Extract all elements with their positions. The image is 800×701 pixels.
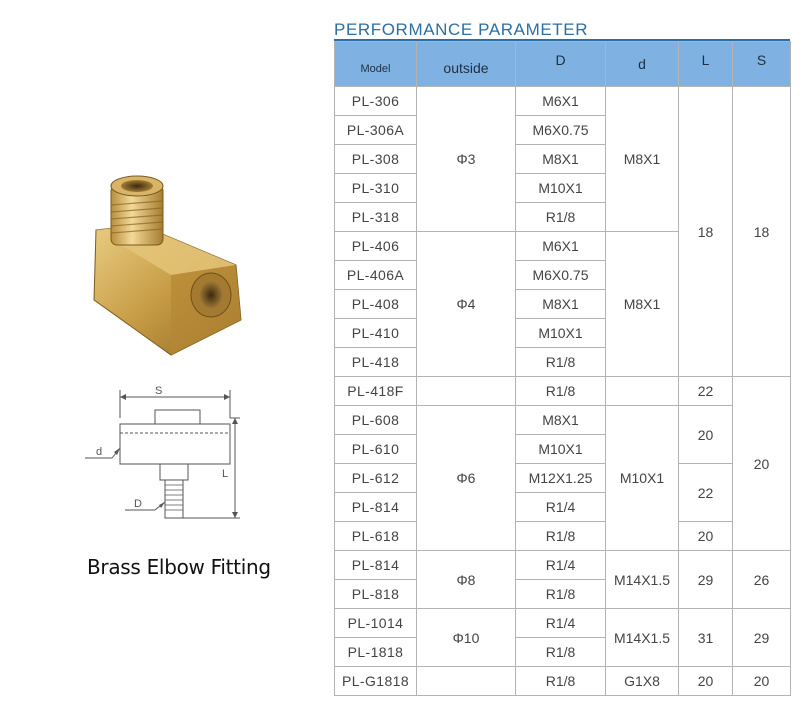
S-cell: 29 (733, 609, 791, 667)
D-cell: M10X1 (516, 174, 606, 203)
model-cell: PL-1818 (335, 638, 417, 667)
D-cell: R1/4 (516, 493, 606, 522)
D-cell: R1/4 (516, 551, 606, 580)
d-cell-empty (606, 377, 679, 406)
outside-cell: Φ6 (417, 406, 516, 551)
table-header-row (335, 42, 791, 87)
model-cell: PL-306 (335, 87, 417, 116)
L-cell: 22 (679, 464, 733, 522)
drawing-label-s: S (155, 385, 163, 397)
D-cell: M6X1 (516, 232, 606, 261)
model-cell: PL-318 (335, 203, 417, 232)
table-row (335, 406, 791, 435)
model-cell: PL-418 (335, 348, 417, 377)
d-cell: M14X1.5 (606, 551, 679, 609)
d-cell: M10X1 (606, 406, 679, 551)
table-row (335, 551, 791, 580)
outside-cell: Φ8 (417, 551, 516, 609)
L-cell: 22 (679, 377, 733, 406)
S-cell: 20 (733, 377, 791, 551)
D-cell: R1/8 (516, 522, 606, 551)
L-cell: 18 (679, 87, 733, 377)
D-cell: R1/8 (516, 377, 606, 406)
d-cell: M8X1 (606, 232, 679, 377)
header-d: d (606, 42, 679, 87)
table-row (335, 87, 791, 116)
model-cell: PL-406 (335, 232, 417, 261)
D-cell: R1/8 (516, 667, 606, 696)
D-cell: R1/8 (516, 638, 606, 667)
header-outside: outside (417, 42, 516, 87)
D-cell: R1/8 (516, 580, 606, 609)
S-cell: 18 (733, 87, 791, 377)
model-cell: PL-612 (335, 464, 417, 493)
D-cell: M10X1 (516, 319, 606, 348)
d-cell: M8X1 (606, 87, 679, 232)
S-cell: 20 (733, 667, 791, 696)
header-L: L (679, 42, 733, 87)
table-row (335, 667, 791, 696)
dimension-drawing (80, 380, 250, 530)
L-cell: 20 (679, 667, 733, 696)
L-cell: 31 (679, 609, 733, 667)
model-cell: PL-608 (335, 406, 417, 435)
table-row (335, 609, 791, 638)
outside-cell-empty (417, 667, 516, 696)
D-cell: M10X1 (516, 435, 606, 464)
drawing-label-l: L (222, 468, 229, 480)
D-cell: M8X1 (516, 406, 606, 435)
D-cell: M8X1 (516, 290, 606, 319)
drawing-label-d-small: d (96, 446, 103, 458)
model-cell: PL-418F (335, 377, 417, 406)
model-cell: PL-306A (335, 116, 417, 145)
D-cell: R1/8 (516, 348, 606, 377)
table-row (335, 377, 791, 406)
header-model: Model (335, 42, 417, 87)
model-cell: PL-308 (335, 145, 417, 174)
D-cell: M8X1 (516, 145, 606, 174)
header-D: D (516, 42, 606, 87)
D-cell: M6X0.75 (516, 261, 606, 290)
performance-parameter-table (334, 41, 791, 696)
outside-cell: Φ10 (417, 609, 516, 667)
model-cell: PL-406A (335, 261, 417, 290)
d-cell: M14X1.5 (606, 609, 679, 667)
table-row (335, 522, 791, 551)
L-cell: 20 (679, 406, 733, 464)
model-cell: PL-618 (335, 522, 417, 551)
D-cell: R1/8 (516, 203, 606, 232)
section-title: PERFORMANCE PARAMETER (334, 20, 589, 39)
table-row (335, 464, 791, 493)
S-cell: 26 (733, 551, 791, 609)
model-cell: PL-814 (335, 551, 417, 580)
L-cell: 29 (679, 551, 733, 609)
outside-cell: Φ4 (417, 232, 516, 377)
drawing-label-D-large: D (134, 498, 142, 510)
model-cell: PL-408 (335, 290, 417, 319)
outside-cell: Φ3 (417, 87, 516, 232)
model-cell: PL-818 (335, 580, 417, 609)
model-cell: PL-1014 (335, 609, 417, 638)
D-cell: M6X0.75 (516, 116, 606, 145)
model-cell: PL-814 (335, 493, 417, 522)
product-caption: Brass Elbow Fitting (87, 555, 271, 579)
model-cell: PL-G1818 (335, 667, 417, 696)
D-cell: M12X1.25 (516, 464, 606, 493)
d-cell: G1X8 (606, 667, 679, 696)
product-photo (86, 170, 251, 360)
D-cell: M6X1 (516, 87, 606, 116)
header-S: S (733, 42, 791, 87)
model-cell: PL-410 (335, 319, 417, 348)
outside-cell-empty (417, 377, 516, 406)
L-cell: 20 (679, 522, 733, 551)
D-cell: R1/4 (516, 609, 606, 638)
model-cell: PL-310 (335, 174, 417, 203)
model-cell: PL-610 (335, 435, 417, 464)
